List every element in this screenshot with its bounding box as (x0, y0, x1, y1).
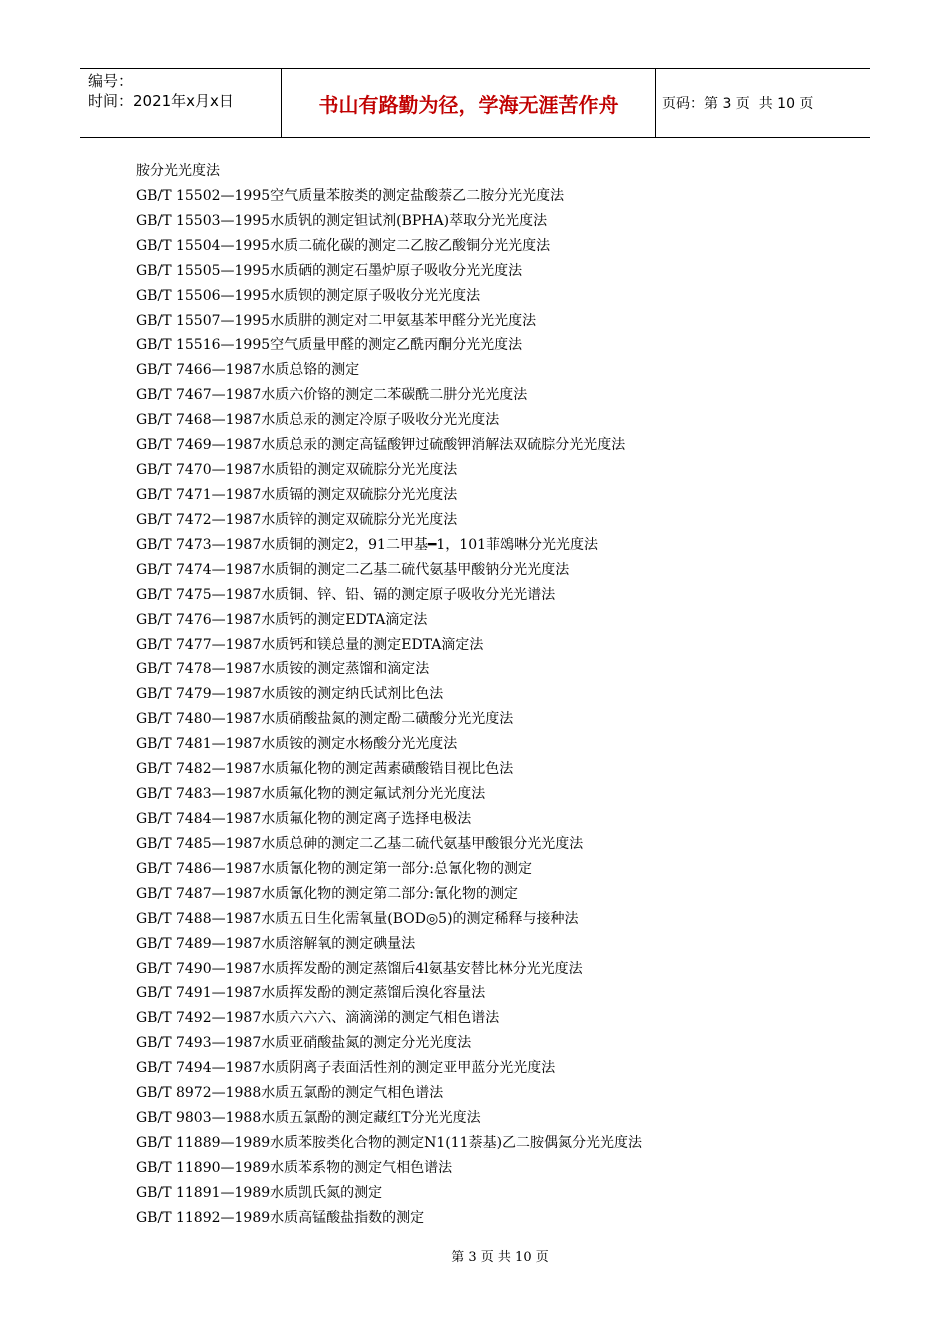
list-item: GB/T 7482—1987水质氟化物的测定茜素磺酸锆目视比色法 (136, 761, 514, 778)
list-item: GB/T 15505—1995水质硒的测定石墨炉原子吸收分光光度法 (136, 262, 523, 279)
list-item: GB/T 7490—1987水质挥发酚的测定蒸馏后4l氨基安替比林分光光度法 (136, 960, 583, 977)
list-item: GB/T 7469—1987水质总汞的测定高锰酸钾过硫酸钾消解法双硫腙分光光度法 (136, 437, 626, 454)
header-page-info (656, 69, 870, 137)
list-item: GB/T 7486—1987水质氰化物的测定第一部分:总氰化物的测定 (136, 860, 532, 877)
list-item: GB/T 7480—1987水质硝酸盐氮的测定酚二磺酸分光光度法 (136, 711, 514, 728)
list-item: GB/T 7493—1987水质亚硝酸盐氮的测定分光光度法 (136, 1035, 472, 1052)
header-motto: 书山有路勤为径，学海无涯苦作舟 (282, 69, 656, 137)
list-item: GB/T 15503—1995水质钒的测定钽试剂(BPHA)萃取分光光度法 (136, 212, 548, 229)
list-item: GB/T 7467—1987水质六价铬的测定二苯碳酰二肼分光光度法 (136, 387, 528, 404)
list-item: GB/T 7485—1987水质总砷的测定二乙基二硫代氨基甲酸银分光光度法 (136, 835, 584, 852)
list-item: GB/T 7484—1987水质氟化物的测定离子选择电极法 (136, 810, 472, 827)
list-item: GB/T 7470—1987水质铅的测定双硫腙分光光度法 (136, 462, 458, 479)
list-item: GB/T 15502—1995空气质量苯胺类的测定盐酸萘乙二胺分光光度法 (136, 187, 565, 204)
list-item: GB/T 7483—1987水质氟化物的测定氟试剂分光光度法 (136, 786, 486, 803)
list-item: GB/T 7489—1987水质溶解氧的测定碘量法 (136, 935, 416, 952)
list-item: GB/T 9803—1988水质五氯酚的测定藏红T分光光度法 (136, 1110, 481, 1127)
number-label: 编号： (88, 72, 134, 90)
list-item: GB/T 7487—1987水质氰化物的测定第二部分:氰化物的测定 (136, 885, 518, 902)
list-item: GB/T 7492—1987水质六六六、滴滴涕的测定气相色谱法 (136, 1010, 500, 1027)
page-label: 页码：第 3 页 共 10 页 (662, 96, 814, 112)
time-label: 时间：2021年x月x日 (88, 92, 234, 110)
list-item: GB/T 7471—1987水质镉的测定双硫腙分光光度法 (136, 486, 458, 503)
list-item: GB/T 7491—1987水质挥发酚的测定蒸馏后溴化容量法 (136, 985, 486, 1002)
list-item: GB/T 11891—1989水质凯氏氮的测定 (136, 1184, 383, 1201)
list-item: GB/T 7475—1987水质铜、锌、铅、镉的测定原子吸收分光光谱法 (136, 586, 556, 603)
list-item: GB/T 7478—1987水质铵的测定蒸馏和滴定法 (136, 661, 430, 678)
list-item: GB/T 7474—1987水质铜的测定二乙基二硫代氨基甲酸钠分光光度法 (136, 561, 570, 578)
list-item: GB/T 7494—1987水质阴离子表面活性剂的测定亚甲蓝分光光度法 (136, 1060, 556, 1077)
header-meta (80, 69, 282, 137)
standards-list (136, 159, 856, 1231)
list-item: GB/T 7468—1987水质总汞的测定冷原子吸收分光光度法 (136, 412, 500, 429)
list-item: GB/T 11889—1989水质苯胺类化合物的测定N1(11萘基)乙二胺偶氮分光光度法 (136, 1134, 643, 1151)
list-item: GB/T 15516—1995空气质量甲醛的测定乙酰丙酮分光光度法 (136, 337, 523, 354)
list-item: GB/T 15504—1995水质二硫化碳的测定二乙胺乙酸铜分光光度法 (136, 237, 551, 254)
page-footer: 第 3 页 共 10 页 (451, 1250, 549, 1265)
page-header (80, 68, 870, 138)
list-item: GB/T 7476—1987水质钙的测定EDTA滴定法 (136, 611, 428, 628)
list-item: GB/T 8972—1988水质五氯酚的测定气相色谱法 (136, 1085, 444, 1102)
list-item: GB/T 7473—1987水质铜的测定2，91二甲基━1，101菲䲲啉分光光度法 (136, 536, 599, 553)
list-item: GB/T 11892—1989水质高锰酸盐指数的测定 (136, 1209, 425, 1226)
list-item: 胺分光光度法 (136, 163, 220, 179)
list-item: GB/T 7472—1987水质锌的测定双硫腙分光光度法 (136, 511, 458, 528)
list-item: GB/T 7481—1987水质铵的测定水杨酸分光光度法 (136, 736, 458, 753)
list-item: GB/T 7466—1987水质总铬的测定 (136, 362, 360, 379)
list-item: GB/T 15507—1995水质肼的测定对二甲氨基苯甲醛分光光度法 (136, 312, 537, 329)
list-item: GB/T 7479—1987水质铵的测定纳氏试剂比色法 (136, 686, 444, 703)
list-item: GB/T 11890—1989水质苯系物的测定气相色谱法 (136, 1159, 453, 1176)
list-item: GB/T 15506—1995水质钡的测定原子吸收分光光度法 (136, 287, 481, 304)
list-item: GB/T 7488—1987水质五日生化需氧量(BOD◎5)的测定稀释与接种法 (136, 910, 579, 927)
list-item: GB/T 7477—1987水质钙和镁总量的测定EDTA滴定法 (136, 636, 484, 653)
